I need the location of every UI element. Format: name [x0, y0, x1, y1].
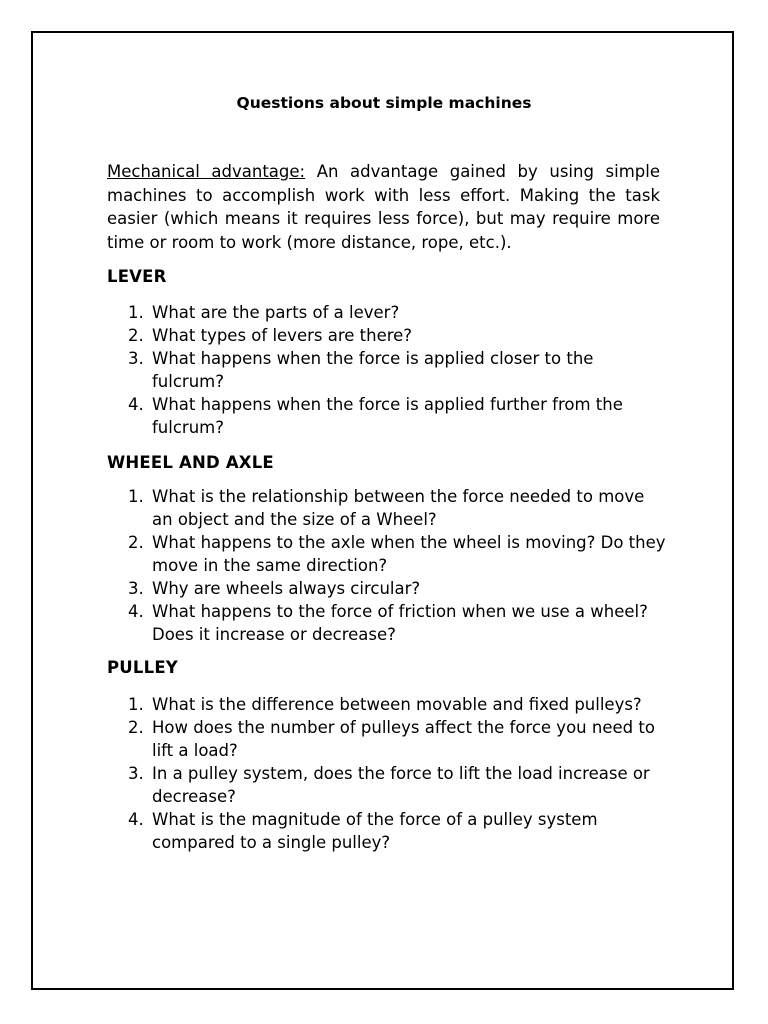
intro-term: Mechanical advantage: [107, 162, 306, 181]
question-number: 4. [128, 810, 144, 829]
question-text: What happens when the force is applied further from the fulcrum? [152, 395, 623, 437]
question-text: How does the number of pulleys affect the force you need to lift a load? [152, 718, 655, 760]
list-item [107, 577, 667, 600]
question-text: What happens to the force of friction when we use a wheel? Does it increase or decrease? [152, 602, 648, 644]
wheel-axle-question-list [107, 485, 667, 646]
list-item [107, 762, 667, 808]
list-item [107, 393, 667, 439]
question-text: What is the difference between movable and fixed pulleys? [152, 695, 642, 714]
question-text: What are the parts of a lever? [152, 303, 400, 322]
pulley-question-list [107, 693, 667, 854]
question-number: 4. [128, 395, 144, 414]
question-text: What types of levers are there? [152, 326, 413, 345]
list-item [107, 693, 667, 716]
question-number: 2. [128, 326, 144, 345]
question-number: 4. [128, 602, 144, 621]
question-text: What is the magnitude of the force of a pulley system compared to a single pulley? [152, 810, 598, 852]
page-title: Questions about simple machines [236, 94, 532, 112]
question-number: 3. [128, 764, 144, 783]
list-item [107, 485, 667, 531]
lever-question-list [107, 301, 667, 439]
list-item [107, 600, 667, 646]
question-number: 1. [128, 303, 144, 322]
intro-paragraph [107, 160, 660, 254]
question-number: 3. [128, 579, 144, 598]
question-number: 2. [128, 533, 144, 552]
section-heading-wheel-and-axle: WHEEL AND AXLE [107, 453, 274, 472]
question-number: 1. [128, 695, 144, 714]
list-item [107, 324, 667, 347]
question-number: 2. [128, 718, 144, 737]
list-item [107, 531, 667, 577]
list-item [107, 347, 667, 393]
question-number: 1. [128, 487, 144, 506]
section-heading-pulley: PULLEY [107, 658, 178, 677]
question-text: What is the relationship between the force needed to move an object and the size of a Wheel? [152, 487, 645, 529]
list-item [107, 808, 667, 854]
list-item [107, 716, 667, 762]
question-text: What happens when the force is applied closer to the fulcrum? [152, 349, 594, 391]
question-text: Why are wheels always circular? [152, 579, 421, 598]
list-item [107, 301, 667, 324]
intro-text: An advantage gained by using simple machines to accomplish work with less effort. Making the task easier (which means it requires less force), but may require more time or room to work (more distance, rope, etc.). [107, 162, 660, 252]
question-text: What happens to the axle when the wheel is moving? Do they move in the same direction? [152, 533, 666, 575]
question-number: 3. [128, 349, 144, 368]
question-text: In a pulley system, does the force to lift the load increase or decrease? [152, 764, 650, 806]
section-heading-lever: LEVER [107, 267, 167, 286]
